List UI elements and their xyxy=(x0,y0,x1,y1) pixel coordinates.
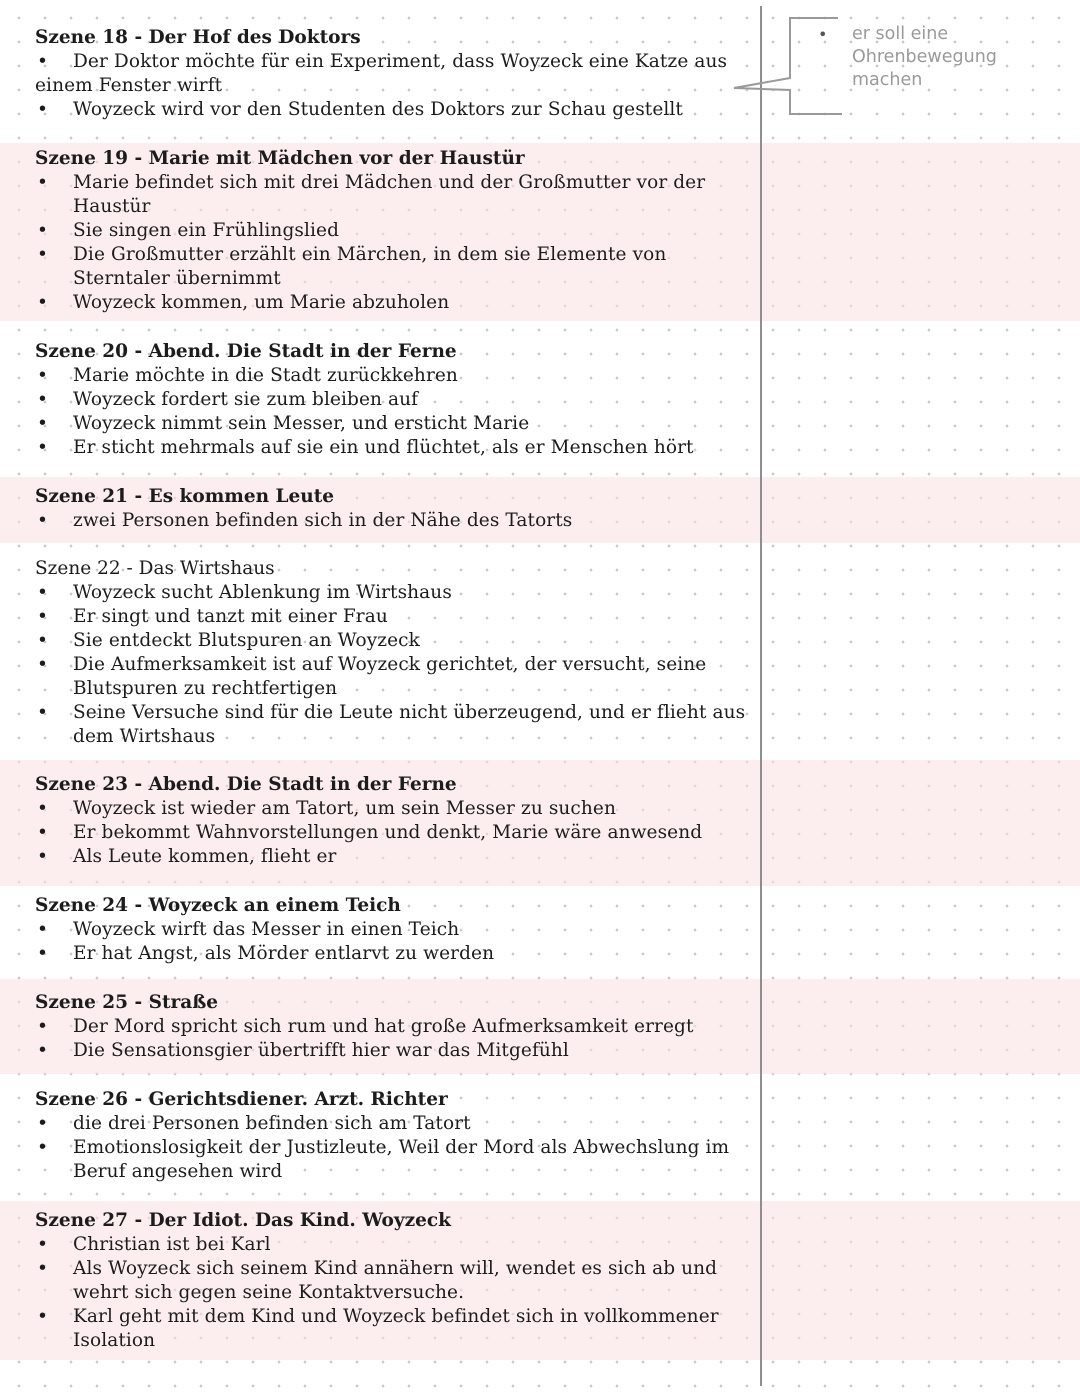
list-item: • zwei Personen befinden sich in der Nähe des Tatorts xyxy=(35,509,750,533)
scene-title: Szene 26 - Gerichtsdiener. Arzt. Richter xyxy=(35,1089,448,1110)
sidenote-bullet: • xyxy=(818,25,828,44)
list-item: • Woyzeck wird vor den Studenten des Doktors zur Schau gestellt xyxy=(35,98,750,122)
scene-27 xyxy=(35,1209,750,1353)
list-item: • Der Doktor möchte für ein Experiment, dass Woyzeck eine Katze aus einem Fenster wirft xyxy=(35,50,750,98)
scene-24 xyxy=(35,894,750,966)
list-item: • Woyzeck sucht Ablenkung im Wirtshaus xyxy=(35,581,750,605)
list-item: • Seine Versuche sind für die Leute nicht überzeugend, und er flieht aus dem Wirtshaus xyxy=(35,701,750,749)
list-item: • Der Mord spricht sich rum und hat große Aufmerksamkeit erregt xyxy=(35,1015,750,1039)
list-item: • Karl geht mit dem Kind und Woyzeck befindet sich in vollkommener Isolation xyxy=(35,1305,750,1353)
list-item: • Die Großmutter erzählt ein Märchen, in dem sie Elemente von Sterntaler übernimmt xyxy=(35,243,750,291)
scene-bullet-list xyxy=(35,797,750,869)
list-item: • Woyzeck kommen, um Marie abzuholen xyxy=(35,291,750,315)
scene-26 xyxy=(35,1088,750,1184)
list-item: • Marie befindet sich mit drei Mädchen und der Großmutter vor der Haustür xyxy=(35,171,750,219)
list-item: • Woyzeck fordert sie zum bleiben auf xyxy=(35,388,750,412)
list-item: • Er hat Angst, als Mörder entlarvt zu werden xyxy=(35,942,750,966)
scene-title: Szene 27 - Der Idiot. Das Kind. Woyzeck xyxy=(35,1210,451,1231)
list-item: • Die Aufmerksamkeit ist auf Woyzeck gerichtet, der versucht, seine Blutspuren zu rechtfertigen xyxy=(35,653,750,701)
list-item: • Als Woyzeck sich seinem Kind annähern will, wendet es sich ab und wehrt sich gegen seine Kontaktversuche. xyxy=(35,1257,750,1305)
margin-divider-line xyxy=(760,6,762,1386)
scene-18 xyxy=(35,26,750,122)
list-item: • Woyzeck wirft das Messer in einen Teich xyxy=(35,918,750,942)
list-item: • Christian ist bei Karl xyxy=(35,1233,750,1257)
scene-title: Szene 23 - Abend. Die Stadt in der Ferne xyxy=(35,774,457,795)
scene-bullet-list xyxy=(35,50,750,122)
scene-bullet-list xyxy=(35,171,750,315)
list-item: • Er bekommt Wahnvorstellungen und denkt, Marie wäre anwesend xyxy=(35,821,750,845)
scene-title: Szene 19 - Marie mit Mädchen vor der Haustür xyxy=(35,148,525,169)
scene-bullet-list xyxy=(35,581,750,749)
scene-bullet-list xyxy=(35,364,750,460)
scene-22 xyxy=(35,557,750,749)
scene-bullet-list xyxy=(35,1112,750,1184)
scene-title: Szene 25 - Straße xyxy=(35,992,219,1013)
scene-title: Szene 22 - Das Wirtshaus xyxy=(35,558,275,579)
list-item: • Sie entdeckt Blutspuren an Woyzeck xyxy=(35,629,750,653)
scene-title: Szene 18 - Der Hof des Doktors xyxy=(35,27,361,48)
list-item: • Er sticht mehrmals auf sie ein und flüchtet, als er Menschen hört xyxy=(35,436,750,460)
scene-title: Szene 20 - Abend. Die Stadt in der Ferne xyxy=(35,341,457,362)
list-item: • Woyzeck ist wieder am Tatort, um sein Messer zu suchen xyxy=(35,797,750,821)
list-item: • die drei Personen befinden sich am Tatort xyxy=(35,1112,750,1136)
scene-bullet-list xyxy=(35,509,750,533)
sidenote-text: er soll eine Ohrenbewegung machen xyxy=(852,24,997,90)
list-item: • Emotionslosigkeit der Justizleute, Weil der Mord als Abwechslung im Beruf angesehen wird xyxy=(35,1136,750,1184)
scene-20 xyxy=(35,340,750,460)
scene-bullet-list xyxy=(35,1015,750,1063)
scene-title: Szene 24 - Woyzeck an einem Teich xyxy=(35,895,401,916)
list-item: • Woyzeck nimmt sein Messer, und ersticht Marie xyxy=(35,412,750,436)
scene-21 xyxy=(35,485,750,533)
list-item: • Er singt und tanzt mit einer Frau xyxy=(35,605,750,629)
list-item: • Die Sensationsgier übertrifft hier war das Mitgefühl xyxy=(35,1039,750,1063)
scene-25 xyxy=(35,991,750,1063)
scene-bullet-list xyxy=(35,918,750,966)
list-item: • Als Leute kommen, flieht er xyxy=(35,845,750,869)
list-item: • Sie singen ein Frühlingslied xyxy=(35,219,750,243)
scene-19 xyxy=(35,147,750,315)
list-item: • Marie möchte in die Stadt zurückkehren xyxy=(35,364,750,388)
scene-bullet-list xyxy=(35,1233,750,1353)
scene-title: Szene 21 - Es kommen Leute xyxy=(35,486,335,507)
scene-23 xyxy=(35,773,750,869)
